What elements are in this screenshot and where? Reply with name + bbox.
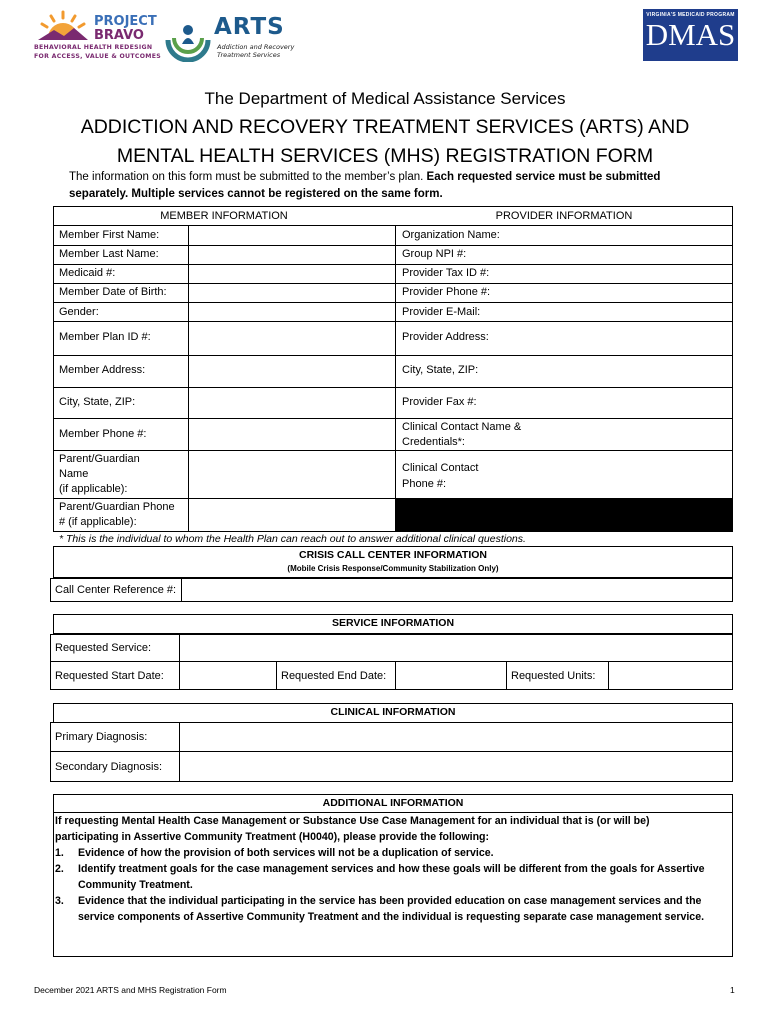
arts-emblem-icon [164, 18, 212, 62]
guardian-name-field[interactable] [190, 451, 394, 497]
page-number: 1 [730, 985, 735, 995]
bravo-line1: PROJECT [94, 14, 157, 29]
member-dob-field[interactable] [190, 284, 394, 301]
footnote: * This is the individual to whom the Health Plan can reach out to answer additional clinical questions. [59, 533, 526, 545]
member-address-field[interactable] [190, 356, 394, 386]
arts-sub2: Treatment Services [217, 51, 281, 59]
item1-text: Evidence of how the provision of both services will not be a duplication of service. [78, 847, 494, 859]
intro-plain: The information on this form must be submitted to the member’s plan. [69, 171, 427, 183]
project-bravo-logo [34, 8, 164, 68]
dmas-word: DMAS [645, 17, 736, 52]
requested-service-label: Requested Service: [50, 634, 180, 662]
gender-field[interactable] [190, 303, 394, 320]
provider-info-heading: PROVIDER INFORMATION [495, 210, 633, 222]
end-date-field[interactable] [395, 661, 507, 690]
clinical-contact-name-label: Clinical Contact Name & Credentials*: [402, 421, 522, 448]
member-first-name-label: Member First Name: [59, 229, 160, 241]
crisis-subheading: (Mobile Crisis Response/Community Stabilization Only) [287, 564, 499, 573]
item3-number: 3. [55, 895, 64, 907]
form-title-line2: MENTAL HEALTH SERVICES (MHS) REGISTRATION FORM [116, 145, 654, 167]
sun-icon [34, 8, 92, 44]
guardian-phone-label: Parent/Guardian Phone # (if applicable): [59, 501, 175, 528]
item2-text-b: Community Treatment. [78, 879, 193, 891]
item2-text-a: Identify treatment goals for the case management services and how these goals will be different from the goals for Assertive [78, 863, 705, 875]
dmas-logo [643, 9, 738, 61]
provider-tax-label: Provider Tax ID #: [402, 267, 490, 279]
provider-city-label: City, State, ZIP: [402, 364, 479, 376]
start-date-label: Requested Start Date: [50, 661, 180, 690]
arts-sub1: Addiction and Recovery [217, 43, 295, 51]
item2-number: 2. [55, 863, 64, 875]
provider-email-label: Provider E-Mail: [402, 306, 481, 318]
dmas-top: VIRGINIA'S MEDICAID PROGRAM [646, 12, 735, 18]
member-info-heading: MEMBER INFORMATION [160, 210, 288, 222]
org-name-label: Organization Name: [402, 229, 500, 241]
group-npi-label: Group NPI #: [402, 248, 467, 260]
clinical-contact-phone-label: Clinical Contact Phone #: [402, 462, 479, 490]
units-field[interactable] [608, 661, 733, 690]
item3-text-b: service components of Assertive Community Treatment and the individual is requesting separate case management service. [78, 911, 705, 923]
member-last-name-label: Member Last Name: [59, 248, 159, 260]
member-first-name-field[interactable] [190, 227, 394, 244]
medicaid-label: Medicaid #: [59, 267, 116, 279]
intro-bold2: separately. Multiple services cannot be registered on the same form. [69, 188, 443, 200]
intro-text [69, 169, 729, 203]
additional-heading: ADDITIONAL INFORMATION [322, 797, 464, 809]
medicaid-field[interactable] [190, 265, 394, 282]
secondary-diagnosis-label: Secondary Diagnosis: [50, 751, 180, 782]
member-address-label: Member Address: [59, 364, 146, 376]
intro-bold1: Each requested service must be submitted [426, 171, 661, 183]
additional-intro1: If requesting Mental Health Case Management or Substance Use Case Management for an individual that is (or will be) [55, 815, 650, 827]
blacked-out-area [395, 498, 733, 532]
bravo-sub2: FOR ACCESS, VALUE & OUTCOMES [34, 53, 162, 60]
primary-diagnosis-label: Primary Diagnosis: [50, 722, 180, 752]
bravo-line2: BRAVO [94, 28, 144, 43]
additional-text [55, 813, 731, 925]
member-last-name-field[interactable] [190, 246, 394, 263]
call-center-reference-field[interactable] [181, 578, 733, 602]
requested-service-field[interactable] [179, 634, 733, 662]
clinical-heading: CLINICAL INFORMATION [330, 706, 456, 718]
form-title-line1: ADDICTION AND RECOVERY TREATMENT SERVICES (ARTS) AND [80, 116, 690, 138]
guardian-name-label: Parent/Guardian Name (if applicable): [59, 453, 140, 495]
member-city-label: City, State, ZIP: [59, 396, 136, 408]
arts-word: ARTS [214, 14, 285, 40]
gender-label: Gender: [59, 306, 99, 318]
provider-phone-label: Provider Phone #: [402, 286, 491, 298]
secondary-diagnosis-field[interactable] [179, 751, 733, 782]
crisis-heading: CRISIS CALL CENTER INFORMATION [298, 549, 488, 561]
bravo-sub1: BEHAVIORAL HEALTH REDESIGN [34, 44, 153, 51]
guardian-phone-field[interactable] [190, 499, 394, 531]
item1-number: 1. [55, 847, 64, 859]
start-date-field[interactable] [179, 661, 277, 690]
member-city-field[interactable] [190, 388, 394, 417]
provider-fax-label: Provider Fax #: [402, 396, 477, 408]
end-date-label: Requested End Date: [276, 661, 396, 690]
member-plan-id-field[interactable] [190, 322, 394, 354]
footer-left: December 2021 ARTS and MHS Registration Form [34, 985, 227, 995]
member-phone-field[interactable] [190, 419, 394, 449]
department-title: The Department of Medical Assistance Services [204, 89, 566, 108]
provider-address-label: Provider Address: [402, 331, 489, 343]
call-center-reference-label: Call Center Reference #: [50, 578, 182, 602]
service-heading: SERVICE INFORMATION [331, 617, 455, 629]
item3-text-a: Evidence that the individual participating in the service has been provided education on case management services and the [78, 895, 702, 907]
units-label: Requested Units: [506, 661, 609, 690]
member-phone-label: Member Phone #: [59, 428, 147, 440]
primary-diagnosis-field[interactable] [179, 722, 733, 752]
member-plan-id-label: Member Plan ID #: [59, 331, 151, 343]
member-dob-label: Member Date of Birth: [59, 286, 167, 298]
arts-logo [164, 14, 314, 64]
additional-intro2: participating in Assertive Community Treatment (H0040), please provide the following: [55, 831, 490, 843]
